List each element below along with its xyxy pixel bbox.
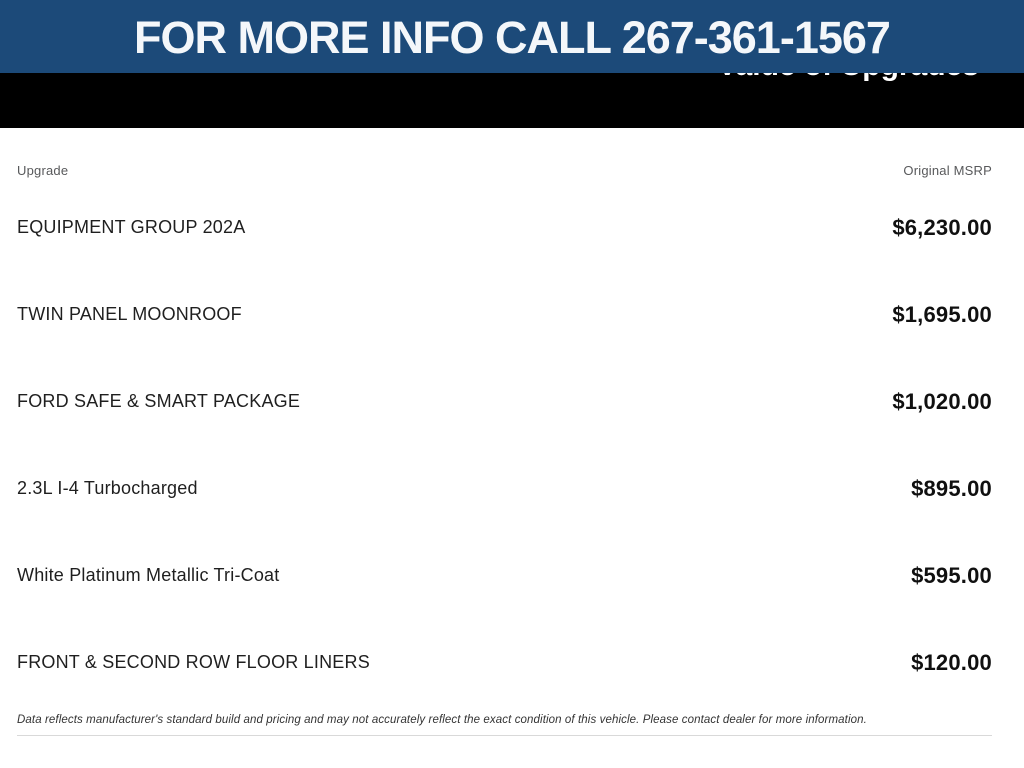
footer: [0, 706, 1024, 736]
table-column-headers: [17, 128, 992, 178]
section-header-bar: [0, 73, 1024, 128]
upgrade-label: TWIN PANEL MOONROOF: [17, 304, 242, 324]
disclaimer-text: Data reflects manufacturer's standard build and pricing and may not accurately reflect the exact condition of this vehicle. Please contact dealer for more information.: [17, 714, 867, 726]
upgrade-price: $1,695.00: [892, 301, 992, 327]
table-rows: [17, 184, 992, 706]
upgrade-label: FORD SAFE & SMART PACKAGE: [17, 391, 301, 411]
upgrade-price: $120.00: [911, 649, 992, 675]
table-row: [17, 445, 992, 532]
upgrade-label: FRONT & SECOND ROW FLOOR LINERS: [17, 652, 370, 672]
table-row: [17, 271, 992, 358]
call-info-banner[interactable]: [0, 0, 1024, 73]
upgrade-price: $1,020.00: [892, 388, 992, 414]
upgrade-label: EQUIPMENT GROUP 202A: [17, 217, 246, 237]
column-header-upgrade: Upgrade: [17, 163, 69, 178]
bottom-divider: [17, 735, 992, 736]
upgrade-label: 2.3L I-4 Turbocharged: [17, 478, 198, 498]
table-row: [17, 184, 992, 271]
upgrade-price: $895.00: [911, 475, 992, 501]
table-row: [17, 619, 992, 706]
table-row: [17, 358, 992, 445]
column-header-original-msrp: Original MSRP: [903, 163, 992, 178]
upgrade-label: White Platinum Metallic Tri-Coat: [17, 565, 280, 585]
upgrade-price: $6,230.00: [892, 214, 992, 240]
upgrade-price: $595.00: [911, 562, 992, 588]
table-row: [17, 532, 992, 619]
upgrades-table: [0, 128, 1024, 706]
call-info-banner-text: FOR MORE INFO CALL 267-361-1567: [134, 11, 890, 63]
